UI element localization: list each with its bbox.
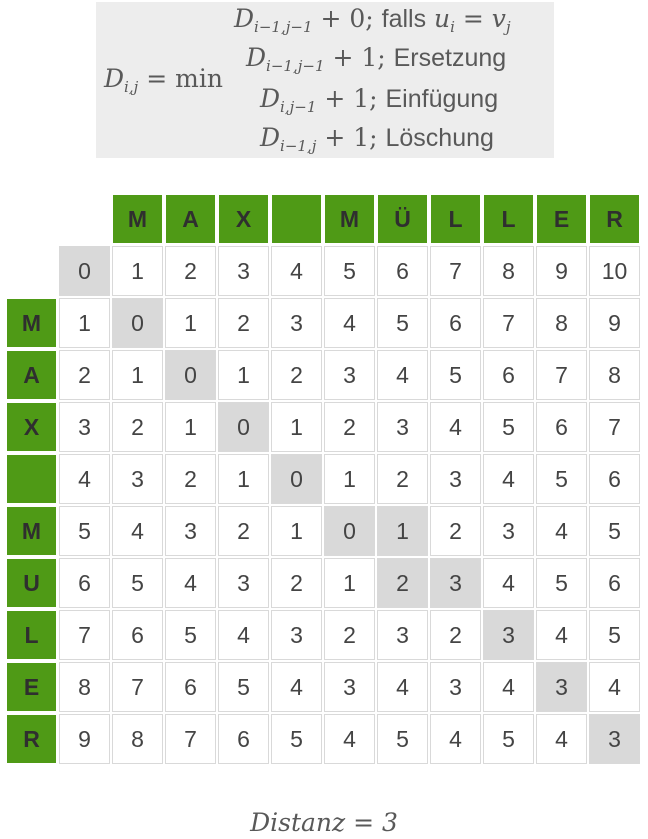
matrix-cell: 1 — [271, 506, 322, 556]
matrix-cell: 8 — [112, 714, 163, 764]
matrix-cell: 6 — [59, 558, 110, 608]
matrix-cell: 6 — [377, 246, 428, 296]
matrix-cell: 2 — [59, 350, 110, 400]
path-cell: 1 — [377, 506, 428, 556]
matrix-cell: 5 — [324, 246, 375, 296]
matrix-cell: 4 — [377, 662, 428, 712]
matrix-cell: 1 — [271, 402, 322, 452]
path-cell: 0 — [218, 402, 269, 452]
matrix-cell: 5 — [536, 454, 587, 504]
matrix-cell: 2 — [165, 246, 216, 296]
formula-box — [96, 2, 554, 158]
matrix-cell: 1 — [324, 558, 375, 608]
matrix-cell: 10 — [589, 246, 640, 296]
matrix-cell: 4 — [536, 506, 587, 556]
distance-result: Distanz = 3 — [250, 808, 398, 837]
matrix-cell: 4 — [271, 662, 322, 712]
matrix-cell: 3 — [324, 662, 375, 712]
column-header: L — [430, 194, 481, 244]
matrix-cell: 6 — [218, 714, 269, 764]
matrix-cell: 6 — [483, 350, 534, 400]
matrix-cell: 4 — [536, 610, 587, 660]
matrix-cell: 1 — [165, 298, 216, 348]
matrix-cell: 6 — [165, 662, 216, 712]
column-header: Ü — [377, 194, 428, 244]
path-cell: 0 — [324, 506, 375, 556]
matrix-cell: 6 — [536, 402, 587, 452]
matrix-cell: 3 — [165, 506, 216, 556]
row-header — [6, 454, 57, 504]
matrix-cell: 3 — [324, 350, 375, 400]
matrix-cell: 8 — [589, 350, 640, 400]
matrix-cell: 1 — [112, 350, 163, 400]
matrix-cell: 5 — [59, 506, 110, 556]
matrix-cell: 7 — [59, 610, 110, 660]
row-header: L — [6, 610, 57, 660]
matrix-cell: 3 — [218, 558, 269, 608]
matrix-cell: 7 — [165, 714, 216, 764]
formula-lhs: $D_{i,j} = \min$ — [104, 64, 223, 96]
matrix-cell: 9 — [59, 714, 110, 764]
matrix-cell: 5 — [218, 662, 269, 712]
matrix-cell: 4 — [112, 506, 163, 556]
matrix-cell: 5 — [536, 558, 587, 608]
matrix-cell: 4 — [218, 610, 269, 660]
matrix-cell: 4 — [483, 558, 534, 608]
matrix-cell: 4 — [324, 298, 375, 348]
row-header: R — [6, 714, 57, 764]
matrix-cell: 6 — [112, 610, 163, 660]
matrix-cell: 8 — [59, 662, 110, 712]
formula-line-insertion: $D_{i,j-1} + 1$; Einfügung — [260, 84, 499, 116]
matrix-cell: 2 — [218, 298, 269, 348]
matrix-cell: 2 — [112, 402, 163, 452]
matrix-cell: 1 — [324, 454, 375, 504]
matrix-cell: 3 — [430, 454, 481, 504]
matrix-cell: 1 — [218, 350, 269, 400]
matrix-cell: 4 — [430, 402, 481, 452]
matrix-cell: 5 — [483, 714, 534, 764]
column-header: R — [589, 194, 640, 244]
column-header — [271, 194, 322, 244]
matrix-cell: 5 — [483, 402, 534, 452]
matrix-cell: 1 — [165, 402, 216, 452]
matrix-cell: 3 — [271, 298, 322, 348]
formula-line-substitution: $D_{i-1,j-1} + 1$; Ersetzung — [246, 43, 507, 75]
matrix-cell: 6 — [430, 298, 481, 348]
matrix-cell: 5 — [377, 298, 428, 348]
row-header: U — [6, 558, 57, 608]
matrix-cell: 3 — [430, 662, 481, 712]
matrix-cell: 7 — [430, 246, 481, 296]
matrix-cell: 4 — [165, 558, 216, 608]
matrix-cell: 7 — [483, 298, 534, 348]
matrix-cell: 2 — [324, 610, 375, 660]
matrix-cell: 4 — [483, 454, 534, 504]
column-header: X — [218, 194, 269, 244]
matrix-cell: 4 — [59, 454, 110, 504]
row-header: E — [6, 662, 57, 712]
column-header: M — [324, 194, 375, 244]
matrix-cell: 5 — [112, 558, 163, 608]
matrix-cell: 4 — [536, 714, 587, 764]
path-cell: 2 — [377, 558, 428, 608]
row-header: X — [6, 402, 57, 452]
matrix-cell: 8 — [483, 246, 534, 296]
formula-line-match: $D_{i-1,j-1} + 0$; falls $u_i = v_j$ — [234, 4, 511, 36]
matrix-cell: 3 — [377, 610, 428, 660]
matrix-cell: 2 — [324, 402, 375, 452]
matrix-cell: 3 — [377, 402, 428, 452]
row-header: M — [6, 298, 57, 348]
matrix-cell: 2 — [430, 506, 481, 556]
column-header: M — [112, 194, 163, 244]
matrix-cell: 5 — [589, 610, 640, 660]
row-header: M — [6, 506, 57, 556]
matrix-cell: 2 — [271, 350, 322, 400]
matrix-cell: 4 — [483, 662, 534, 712]
matrix-cell: 6 — [589, 558, 640, 608]
matrix-cell: 5 — [271, 714, 322, 764]
matrix-cell: 2 — [430, 610, 481, 660]
path-cell: 0 — [59, 246, 110, 296]
matrix-cell: 3 — [59, 402, 110, 452]
path-cell: 0 — [165, 350, 216, 400]
matrix-cell: 2 — [218, 506, 269, 556]
matrix-cell: 1 — [59, 298, 110, 348]
row-header: A — [6, 350, 57, 400]
matrix-cell: 7 — [536, 350, 587, 400]
matrix-cell: 3 — [112, 454, 163, 504]
formula-line-deletion: $D_{i-1,j} + 1$; Löschung — [260, 123, 494, 155]
matrix-cell: 4 — [377, 350, 428, 400]
matrix-cell: 1 — [112, 246, 163, 296]
matrix-cell: 9 — [536, 246, 587, 296]
column-header: L — [483, 194, 534, 244]
path-cell: 0 — [271, 454, 322, 504]
path-cell: 0 — [112, 298, 163, 348]
path-cell: 3 — [483, 610, 534, 660]
matrix-cell: 5 — [165, 610, 216, 660]
matrix-cell: 3 — [271, 610, 322, 660]
matrix-cell: 2 — [377, 454, 428, 504]
matrix-cell: 4 — [589, 662, 640, 712]
path-cell: 3 — [589, 714, 640, 764]
matrix-cell: 4 — [271, 246, 322, 296]
matrix-cell: 5 — [430, 350, 481, 400]
column-header: E — [536, 194, 587, 244]
column-header: A — [165, 194, 216, 244]
matrix-cell: 4 — [430, 714, 481, 764]
matrix-cell: 3 — [483, 506, 534, 556]
matrix-cell: 7 — [589, 402, 640, 452]
matrix-cell: 6 — [589, 454, 640, 504]
matrix-cell: 2 — [271, 558, 322, 608]
matrix-cell: 2 — [165, 454, 216, 504]
matrix-cell: 1 — [218, 454, 269, 504]
matrix-cell: 4 — [324, 714, 375, 764]
path-cell: 3 — [536, 662, 587, 712]
matrix-cell: 7 — [112, 662, 163, 712]
matrix-cell: 5 — [589, 506, 640, 556]
matrix-cell: 5 — [377, 714, 428, 764]
matrix-cell: 9 — [589, 298, 640, 348]
matrix-cell: 8 — [536, 298, 587, 348]
matrix-cell: 3 — [218, 246, 269, 296]
path-cell: 3 — [430, 558, 481, 608]
